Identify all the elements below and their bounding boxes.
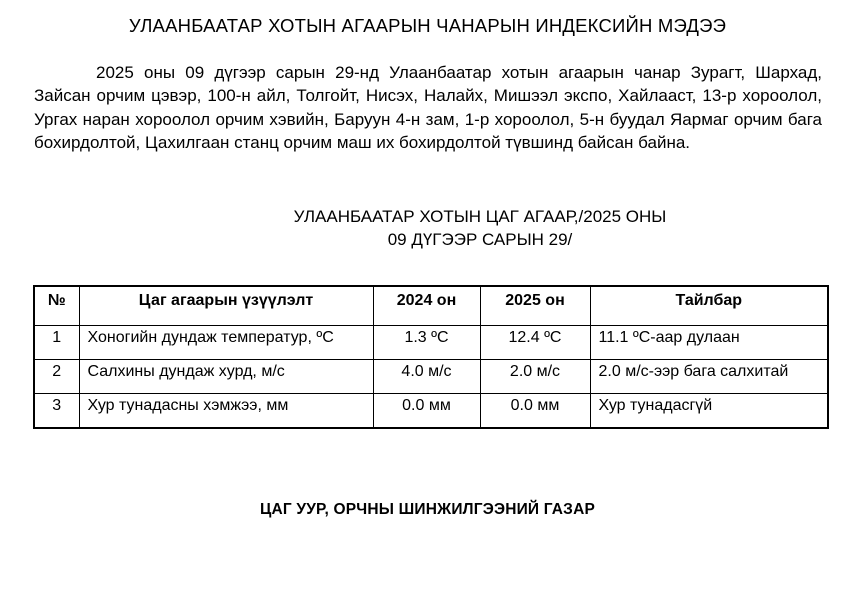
table-row (34, 360, 828, 394)
header-number: № (34, 286, 79, 326)
header-2024: 2024 он (373, 286, 480, 326)
weather-heading-line2: 09 ДҮГЭЭР САРЫН 29/ (387, 229, 573, 249)
row-value-2025: 2.0 м/с (480, 360, 590, 394)
header-note: Тайлбар (590, 286, 828, 326)
row-value-2024: 0.0 мм (373, 394, 480, 428)
air-quality-summary-paragraph: 2025 оны 09 дүгээр сарын 29-нд Улаанбаатар хотын агаарын чанар Зурагт, Шархад, Зайсан орчим цэвэр, 100-н айл, Толгойт, Нисэх, Налайх, Мишээл экспо, Хайлааст, 13-р хороолол, Ургах наран хороолол орчим хэвийн, Баруун 4-н зам, 1-р хороолол, 5-н буудал Яармаг орчим бага бохирдолтой, Цахилгаан станц орчим маш их бохирдолтой түвшинд байсан байна. (34, 63, 822, 153)
weather-section-heading (105, 205, 855, 251)
row-note: 2.0 м/с-ээр бага салхитай (590, 360, 828, 394)
row-value-2024: 1.3 ºС (373, 326, 480, 360)
row-note: 11.1 ºС-аар дулаан (590, 326, 828, 360)
table-row (34, 326, 828, 360)
row-number: 2 (34, 360, 79, 394)
document-page (0, 15, 855, 595)
organization-footer: ЦАГ УУР, ОРЧНЫ ШИНЖИЛГЭЭНИЙ ГАЗАР (259, 500, 596, 518)
table-row (34, 394, 828, 428)
row-number: 1 (34, 326, 79, 360)
table-header-row (34, 286, 828, 326)
weather-comparison-table (33, 285, 829, 429)
row-indicator: Хур тунадасны хэмжээ, мм (79, 394, 373, 428)
row-indicator: Салхины дундаж хурд, м/с (79, 360, 373, 394)
row-value-2025: 12.4 ºС (480, 326, 590, 360)
header-indicator: Цаг агаарын үзүүлэлт (79, 286, 373, 326)
row-value-2024: 4.0 м/с (373, 360, 480, 394)
row-indicator: Хоногийн дундаж температур, ºС (79, 326, 373, 360)
weather-heading-line1: УЛААНБААТАР ХОТЫН ЦАГ АГААР,/2025 ОНЫ (293, 206, 667, 226)
page-title: УЛААНБААТАР ХОТЫН АГААРЫН ЧАНАРЫН ИНДЕКСИЙН МЭДЭЭ (128, 15, 727, 36)
row-note: Хур тунадасгүй (590, 394, 828, 428)
row-value-2025: 0.0 мм (480, 394, 590, 428)
row-number: 3 (34, 394, 79, 428)
header-2025: 2025 он (480, 286, 590, 326)
